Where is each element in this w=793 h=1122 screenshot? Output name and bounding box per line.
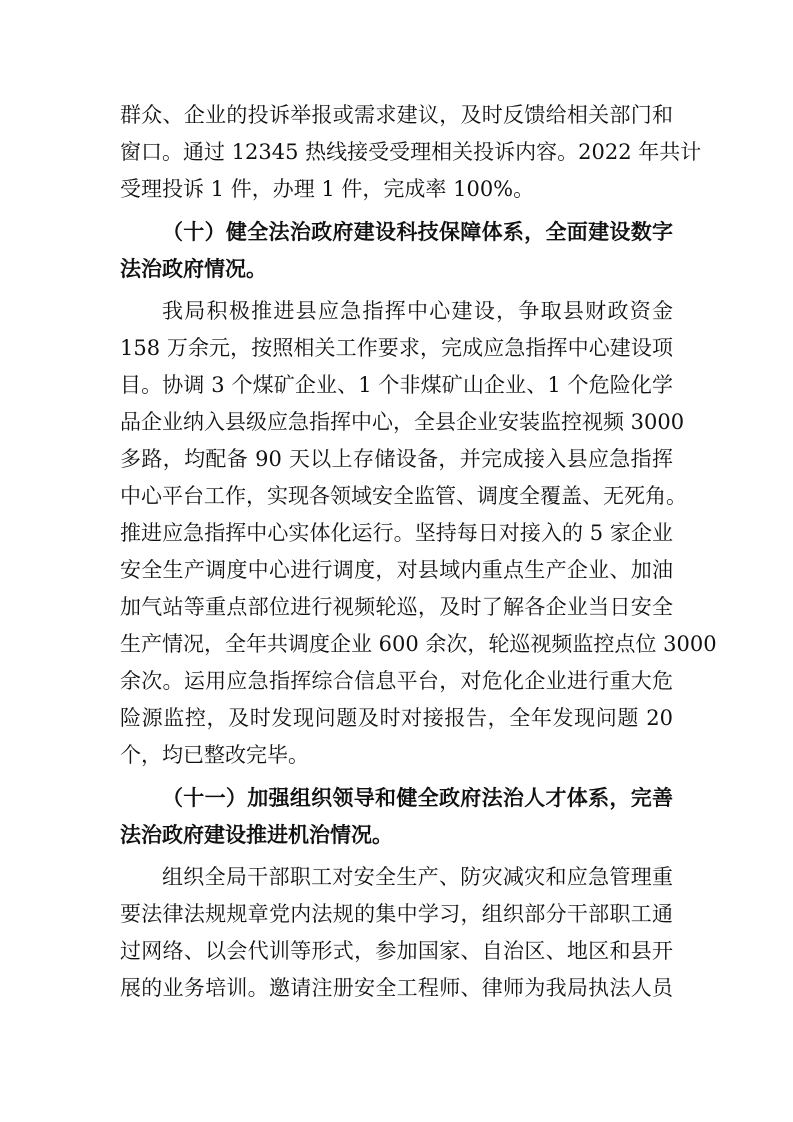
paragraph-line: 推进应急指挥中心实体化运行。坚持每日对接入的 5 家企业 — [120, 521, 673, 545]
section-heading: （十）健全法治政府建设科技保障体系，全面建设数字 — [162, 220, 673, 244]
paragraph-line: 窗口。通过 12345 热线接受受理相关投诉内容。2022 年共计 — [120, 140, 702, 164]
paragraph-line: 我局积极推进县应急指挥中心建设，争取县财政资金 — [162, 299, 673, 323]
paragraph-line: 个，均已整改完毕。 — [120, 743, 309, 767]
paragraph-line: 过网络、以会代训等形式，参加国家、自治区、地区和县开 — [120, 939, 673, 963]
paragraph-line: 安全生产调度中心进行调度，对县域内重点生产企业、加油 — [120, 558, 673, 582]
paragraph-line: 多路，均配备 90 天以上存储设备，并完成接入县应急指挥 — [120, 447, 673, 471]
paragraph-line: 品企业纳入县级应急指挥中心，全县企业安装监控视频 3000 — [120, 410, 685, 434]
paragraph-line: 中心平台工作，实现各领域安全监管、调度全覆盖、无死角。 — [120, 484, 687, 508]
paragraph-line: 生产情况，全年共调度企业 600 余次，轮巡视频监控点位 3000 — [120, 632, 717, 656]
paragraph-line: 组织全局干部职工对安全生产、防灾减灾和应急管理重 — [162, 865, 673, 889]
paragraph-line: 群众、企业的投诉举报或需求建议，及时反馈给相关部门和 — [120, 103, 673, 127]
paragraph-line: 险源监控，及时发现问题及时对接报告，全年发现问题 20 — [120, 706, 673, 730]
section-heading: 法治政府情况。 — [120, 257, 267, 281]
section-heading: 法治政府建设推进机治情况。 — [120, 823, 393, 847]
paragraph-line: 要法律法规规章党内法规的集中学习，组织部分干部职工通 — [120, 902, 673, 926]
section-heading: （十一）加强组织领导和健全政府法治人才体系，完善 — [162, 786, 673, 810]
paragraph-line: 加气站等重点部位进行视频轮巡，及时了解各企业当日安全 — [120, 595, 673, 619]
paragraph-line: 余次。运用应急指挥综合信息平台，对危化企业进行重大危 — [120, 669, 673, 693]
paragraph-line: 受理投诉 1 件，办理 1 件，完成率 100%。 — [120, 177, 535, 201]
paragraph-line: 展的业务培训。邀请注册安全工程师、律师为我局执法人员 — [120, 976, 673, 1000]
paragraph-line: 目。协调 3 个煤矿企业、1 个非煤矿山企业、1 个危险化学 — [120, 373, 673, 397]
paragraph-line: 158 万余元，按照相关工作要求，完成应急指挥中心建设项 — [120, 336, 673, 360]
